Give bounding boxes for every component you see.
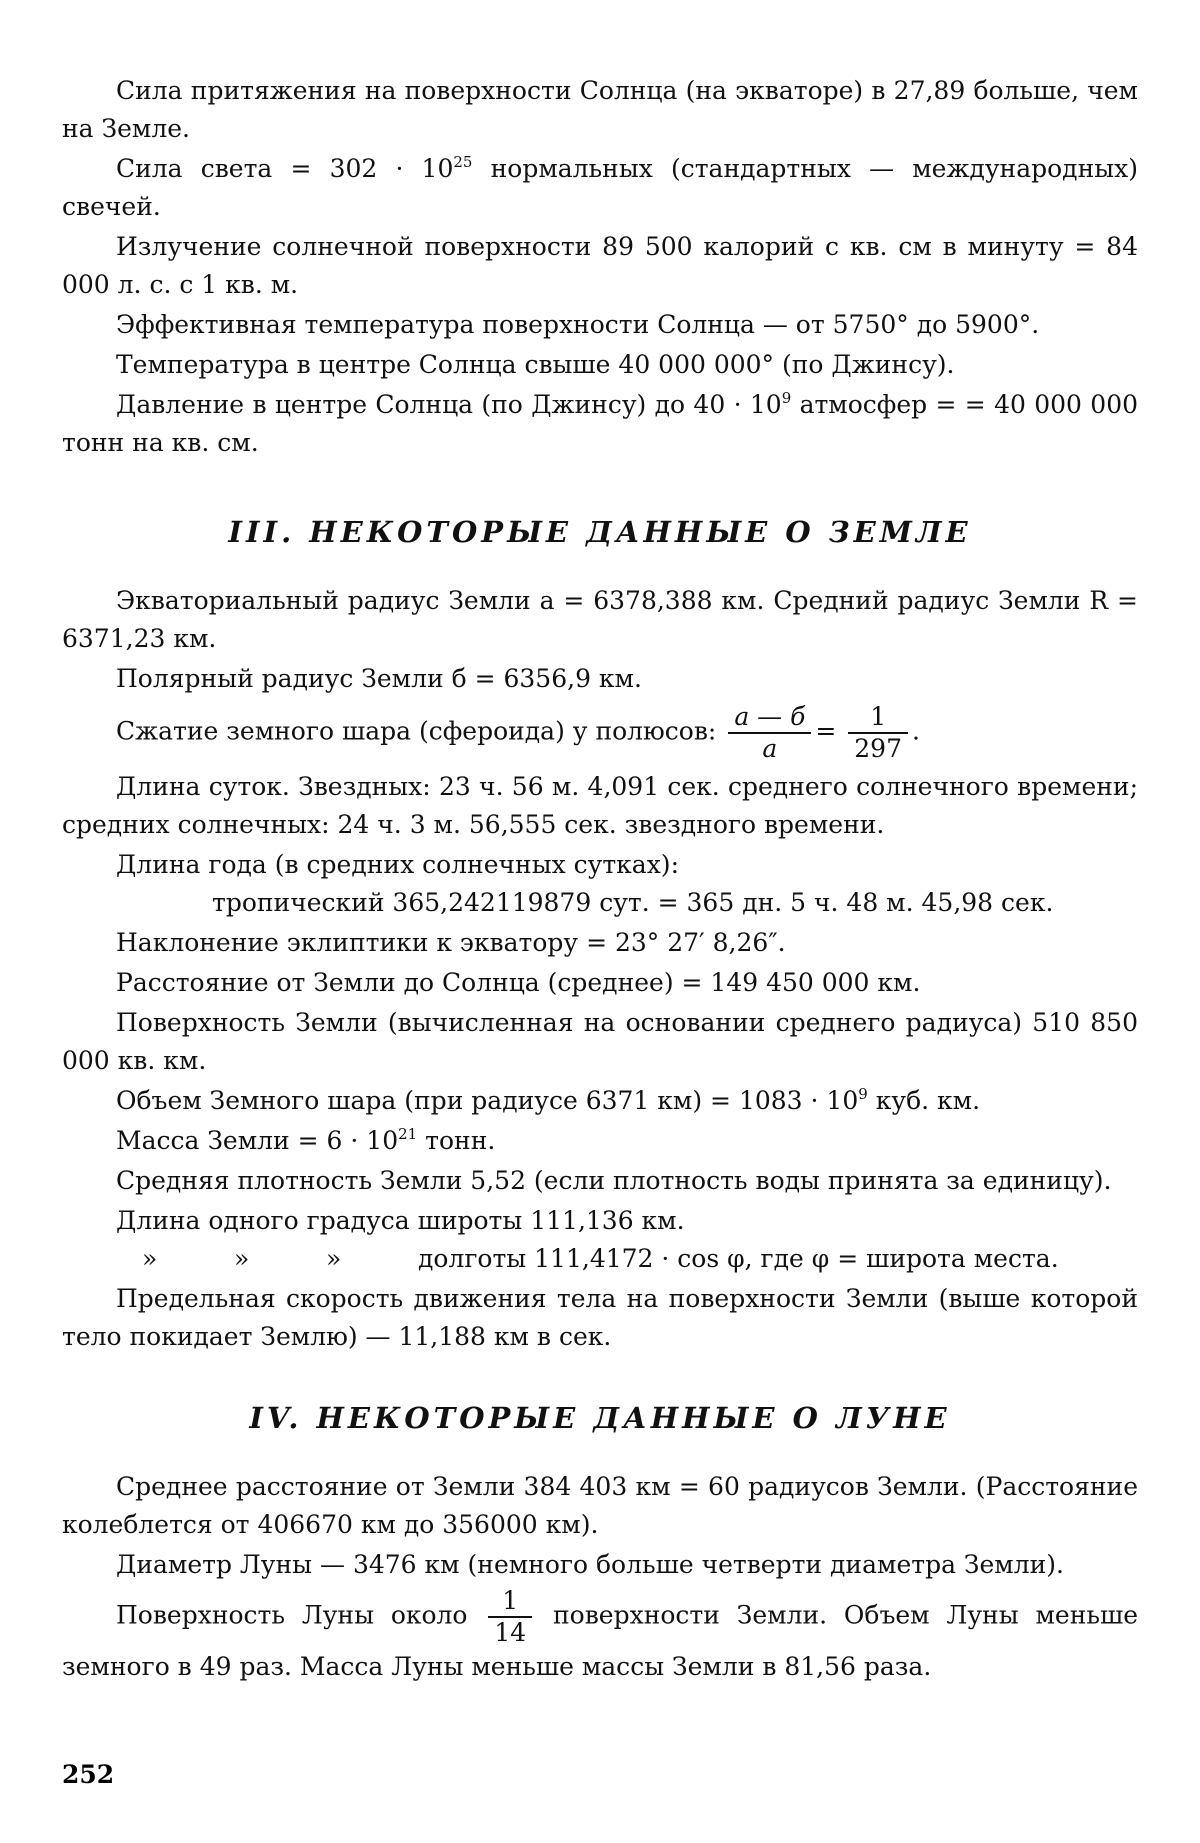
earth-mass-text: Масса Земли = 6 · 10 <box>116 1126 399 1155</box>
earth-latitude-degree: Длина одного градуса широты 111,136 км. <box>116 1206 685 1235</box>
ditto-mark-1: » <box>142 1244 158 1273</box>
earth-escape-velocity: Предельная скорость движения тела на поверхности Земли (выше которой тело покидает Землю) — 11,188 км в сек. <box>62 1284 1138 1351</box>
earth-ecliptic-inclination: Наклонение эклиптики к экватору = 23° 27′ 8,26″. <box>116 928 786 957</box>
flattening-numerator: a — б <box>728 702 811 734</box>
flattening-fraction-left <box>728 702 811 764</box>
sun-light-exponent: 25 <box>453 153 473 171</box>
earth-polar-radius: Полярный радиус Земли б = 6356,9 км. <box>116 664 642 693</box>
section-sun-continued <box>62 72 1138 462</box>
earth-equatorial-radius: Экваториальный радиус Земли a = 6378,388 км. Средний радиус Земли R = 6371,23 км. <box>62 586 1138 653</box>
section-moon <box>62 1468 1138 1686</box>
flattening-numerator-2: 1 <box>848 702 908 734</box>
earth-surface-area: Поверхность Земли (вычисленная на основании среднего радиуса) 510 850 000 кв. км. <box>62 1008 1138 1075</box>
earth-mass-exponent: 21 <box>398 1125 418 1143</box>
sun-effective-temperature: Эффективная температура поверхности Солнца — от 5750° до 5900°. <box>116 310 1040 339</box>
sun-center-temperature: Температура в центре Солнца свыше 40 000 000° (по Джинсу). <box>116 350 955 379</box>
moon-section-heading: IV. НЕКОТОРЫЕ ДАННЫЕ О ЛУНЕ <box>249 1401 951 1435</box>
sun-gravity-paragraph: Сила притяжения на поверхности Солнца (на экваторе) в 27,89 больше, чем на Земле. <box>62 76 1138 143</box>
earth-year-length: Длина года (в средних солнечных сутках): <box>116 850 679 879</box>
earth-day-length: Длина суток. Звездных: 23 ч. 56 м. 4,091 сек. среднего солнечного времени; средних солнечных: 24 ч. 3 м. 56,555 сек. звездного времени. <box>62 772 1138 839</box>
sun-light-paragraph <box>62 150 1138 226</box>
moon-surface-text: Поверхность Луны около <box>116 1600 468 1630</box>
earth-volume-exponent: 9 <box>858 1085 868 1103</box>
flattening-equals: = <box>815 716 837 746</box>
flattening-fraction-right <box>848 702 908 764</box>
earth-volume-text-end: куб. км. <box>867 1086 981 1115</box>
moon-fraction-denominator: 14 <box>494 1618 527 1647</box>
sun-light-text-end: нормальных (стандартных — международных) свечей. <box>62 154 1138 221</box>
sun-radiation-paragraph: Излучение солнечной поверхности 89 500 калорий с кв. см в минуту = 84 000 л. с. с 1 кв. м. <box>62 232 1138 299</box>
moon-fraction-numerator: 1 <box>488 1586 532 1618</box>
sun-pressure-paragraph <box>62 386 1138 462</box>
earth-longitude-degree <box>62 1240 1138 1278</box>
sun-light-text: Сила света = 302 · 10 <box>116 154 454 183</box>
earth-volume <box>62 1082 1138 1120</box>
earth-tropical-year: тропический 365,242119879 сут. = 365 дн. 5 ч. 48 м. 45,98 сек. <box>212 888 1054 917</box>
earth-mass <box>62 1122 1138 1160</box>
moon-surface-volume-mass <box>62 1586 1138 1686</box>
longitude-text: долготы 111,4172 · cos φ, где φ = широта места. <box>418 1244 1059 1273</box>
moon-diameter: Диаметр Луны — 3476 км (немного больше четверти диаметра Земли). <box>116 1550 1064 1579</box>
flattening-denominator-2: 297 <box>854 734 902 763</box>
earth-mass-text-end: тонн. <box>417 1126 496 1155</box>
sun-pressure-text-end: атмосфер = = 40 000 000 тонн на кв. см. <box>62 390 1138 457</box>
moon-distance: Среднее расстояние от Земли 384 403 км = 60 радиусов Земли. (Расстояние колеблется от 406670 км до 356000 км). <box>62 1472 1138 1539</box>
earth-sun-distance: Расстояние от Земли до Солнца (среднее) = 149 450 000 км. <box>116 968 921 997</box>
moon-surface-text-end: поверхности Земли. Объем Луны меньше земного в 49 раз. Масса Луны меньше массы Земли в 81,56 раза. <box>62 1600 1138 1681</box>
earth-section-heading: III. НЕКОТОРЫЕ ДАННЫЕ О ЗЕМЛЕ <box>228 515 972 549</box>
flattening-label: Сжатие земного шара (сфероида) у полюсов: <box>116 716 717 746</box>
earth-density: Средняя плотность Земли 5,52 (если плотность воды принята за единицу). <box>116 1166 1112 1195</box>
page-number: 252 <box>62 1760 115 1789</box>
flattening-denominator: a <box>762 734 778 763</box>
earth-volume-text: Объем Земного шара (при радиусе 6371 км) = 1083 · 10 <box>116 1086 859 1115</box>
section-earth <box>62 582 1138 1356</box>
earth-flattening-formula <box>62 702 1138 764</box>
flattening-period: . <box>912 716 920 746</box>
sun-pressure-exponent: 9 <box>781 389 792 407</box>
moon-surface-fraction <box>488 1586 532 1648</box>
ditto-mark-3: » <box>326 1244 342 1273</box>
sun-pressure-text: Давление в центре Солнца (по Джинсу) до 40 · 10 <box>116 390 782 419</box>
ditto-mark-2: » <box>234 1244 250 1273</box>
